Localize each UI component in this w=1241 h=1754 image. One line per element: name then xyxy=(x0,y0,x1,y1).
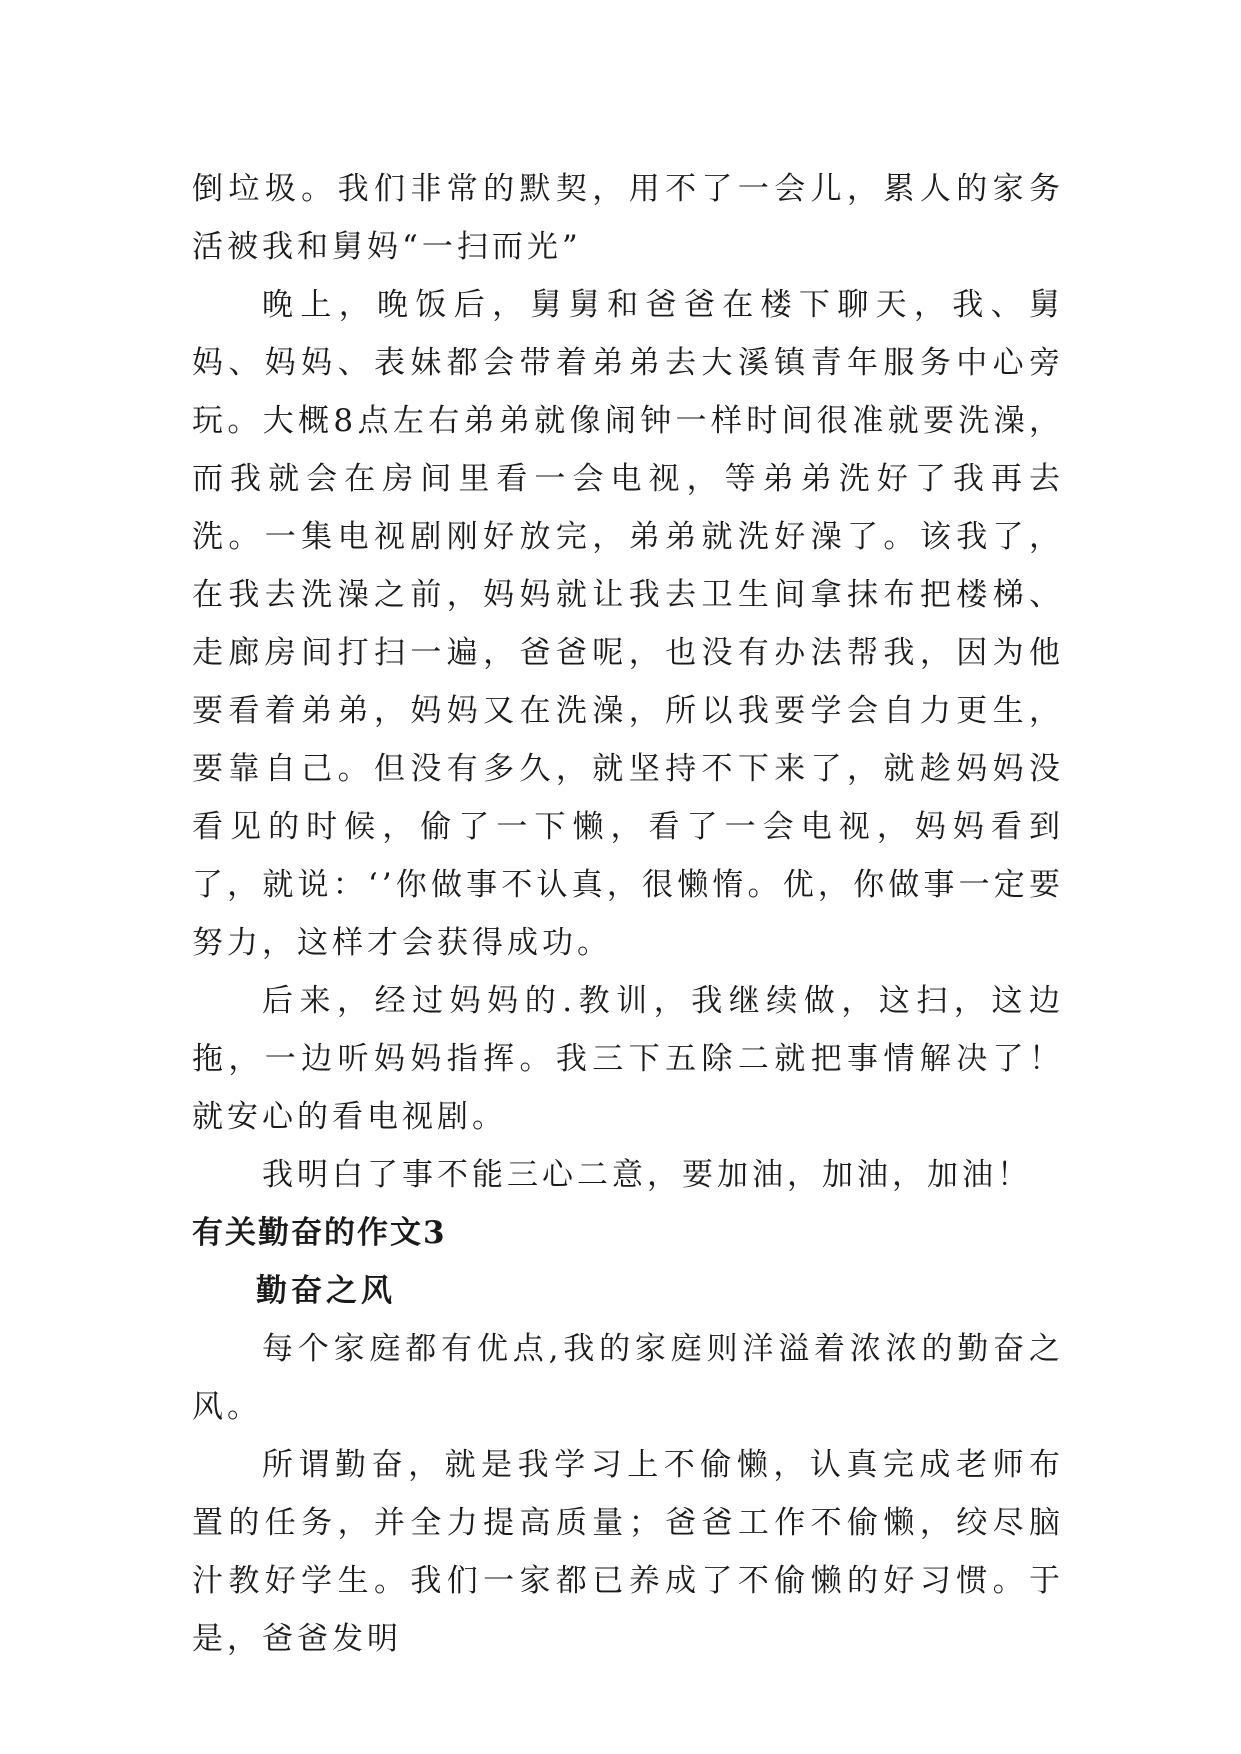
document-body xyxy=(192,160,1064,1668)
paragraph-continuation: 倒垃圾。我们非常的默契，用不了一会儿，累人的家务活被我和舅妈“一扫而光” xyxy=(192,171,1064,265)
section-heading: 有关勤奋的作文3 xyxy=(192,1215,447,1251)
paragraph-diligence-definition: 所谓勤奋，就是我学习上不偷懒，认真完成老师布置的任务，并全力提高质量；爸爸工作不偷懒，绞尽脑汁教好学生。我们一家都已养成了不偷懒的好习惯。于是，爸爸发明 xyxy=(192,1447,1064,1657)
paragraph-later: 后来，经过妈妈的.教训，我继续做，这扫，这边拖，一边听妈妈指挥。我三下五除二就把事情解决了！就安心的看电视剧。 xyxy=(192,983,1064,1135)
section-subtitle: 勤奋之风 xyxy=(256,1273,396,1309)
paragraph-family-virtue: 每个家庭都有优点,我的家庭则洋溢着浓浓的勤奋之风。 xyxy=(192,1331,1064,1425)
paragraph-evening: 晚上，晚饭后，舅舅和爸爸在楼下聊天，我、舅妈、妈妈、表妹都会带着弟弟去大溪镇青年服务中心旁玩。大概8点左右弟弟就像闹钟一样时间很准就要洗澡，而我就会在房间里看一会电视，等弟弟洗好了我再去洗。一集电视剧刚好放完，弟弟就洗好澡了。该我了，在我去洗澡之前，妈妈就让我去卫生间拿抹布把楼梯、走廊房间打扫一遍，爸爸呢，也没有办法帮我，因为他要看着弟弟，妈妈又在洗澡，所以我要学会自力更生，要靠自己。但没有多久，就坚持不下来了，就趁妈妈没看见的时候，偷了一下懒，看了一会电视，妈妈看到了，就说：‘’你做事不认真，很懒惰。优，你做事一定要努力，这样才会获得成功。 xyxy=(192,287,1064,961)
paragraph-conclusion: 我明白了事不能三心二意，要加油，加油，加油！ xyxy=(262,1157,1032,1193)
